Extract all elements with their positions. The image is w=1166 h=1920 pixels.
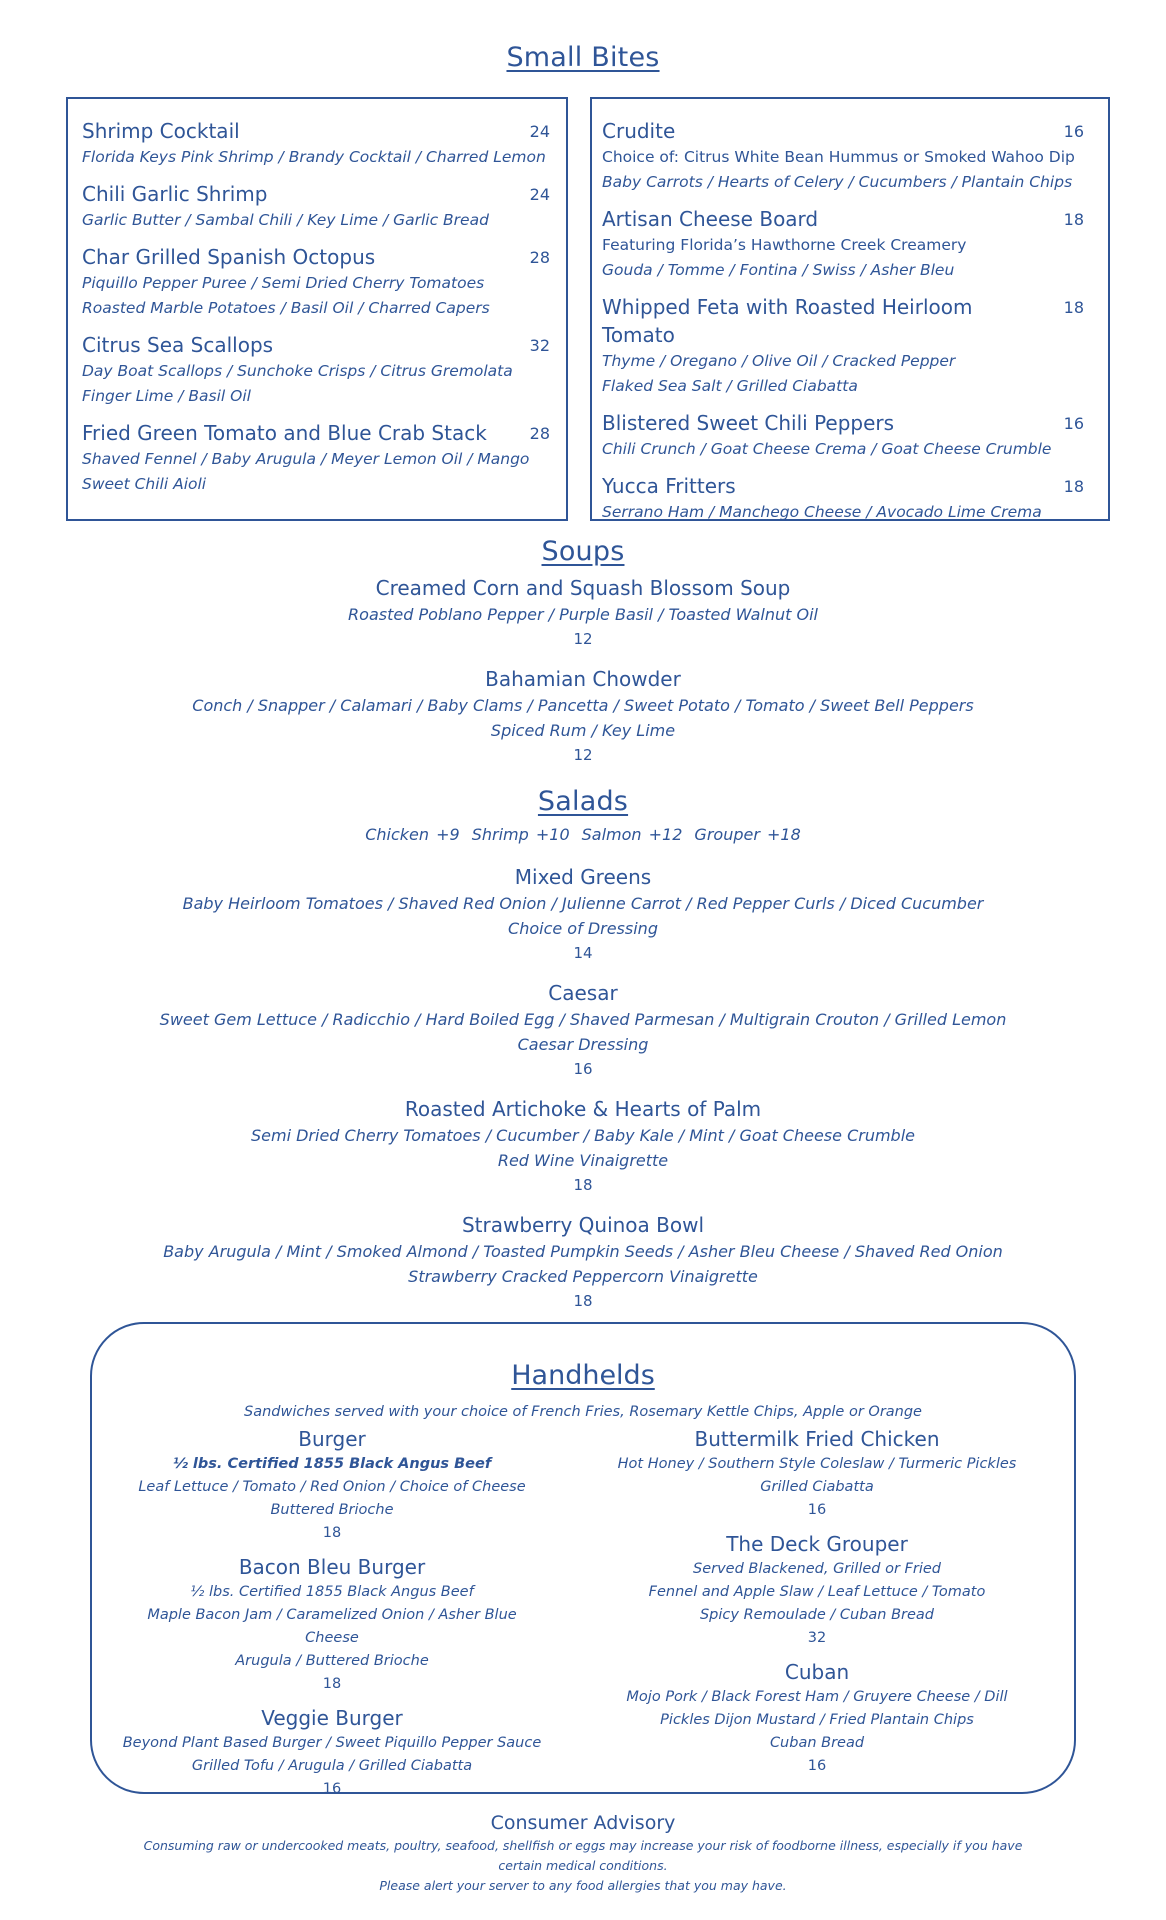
item-price: 18 (322, 1525, 342, 1541)
item-name: Citrus Sea Scallops (82, 333, 274, 357)
menu-item (82, 331, 550, 409)
item-description: Garlic Butter / Sambal Chili / Key Lime / Garlic Bread (82, 211, 489, 229)
menu-item (122, 1705, 542, 1801)
item-price: 18 (573, 1292, 593, 1310)
menu-item (0, 665, 1166, 767)
item-price: 32 (529, 336, 550, 355)
item-name: Bacon Bleu Burger (238, 1555, 426, 1579)
item-price: 28 (529, 248, 550, 267)
salads-list (0, 863, 1166, 1327)
menu-item (592, 1659, 1042, 1778)
addon-price: Shrimp +10 (471, 825, 570, 844)
item-price: 16 (322, 1781, 342, 1797)
item-price: 16 (807, 1502, 827, 1518)
menu-item (122, 1426, 542, 1545)
item-highlight: ½ lbs. Certified 1855 Black Angus Beef (172, 1456, 492, 1472)
item-price: 16 (573, 1060, 593, 1078)
advisory-line-2: Please alert your server to any food allergies that you may have. (379, 1878, 787, 1893)
menu-item (0, 863, 1166, 965)
item-description: Beyond Plant Based Burger / Sweet Piquillo Pepper Sauce (122, 1735, 542, 1751)
item-description: Pickles Dijon Mustard / Fried Plantain Chips (660, 1712, 974, 1728)
item-price: 18 (1063, 210, 1084, 229)
menu-item (82, 419, 550, 497)
item-description: Hot Honey / Southern Style Coleslaw / Turmeric Pickles (617, 1456, 1017, 1472)
item-description: Served Blackened, Grilled or Fried (692, 1561, 941, 1577)
item-name: Roasted Artichoke & Hearts of Palm (404, 1097, 762, 1121)
item-description: Arugula / Buttered Brioche (235, 1653, 429, 1669)
item-note: Choice of: Citrus White Bean Hummus or Smoked Wahoo Dip (602, 148, 1075, 166)
item-price: 16 (1063, 414, 1084, 433)
addon-price: Salmon +12 (581, 825, 683, 844)
menu-item (602, 117, 1084, 195)
small-bites-right-box (590, 97, 1110, 521)
menu-item (82, 180, 550, 233)
item-price: 24 (529, 185, 550, 204)
item-price: 18 (322, 1676, 342, 1692)
item-description: Red Wine Vinaigrette (497, 1151, 669, 1170)
item-description: Semi Dried Cherry Tomatoes / Cucumber / Baby Kale / Mint / Goat Cheese Crumble (250, 1126, 915, 1145)
item-description: Choice of Dressing (508, 919, 658, 938)
item-description: Gouda / Tomme / Fontina / Swiss / Asher Bleu (602, 261, 955, 279)
item-description: Serrano Ham / Manchego Cheese / Avocado Lime Crema (602, 503, 1042, 521)
item-description: Conch / Snapper / Calamari / Baby Clams / Pancetta / Sweet Potato / Tomato / Sweet Bell Peppers (192, 696, 974, 715)
item-name: Char Grilled Spanish Octopus (82, 245, 376, 269)
menu-item (82, 117, 550, 170)
menu-item (0, 1095, 1166, 1197)
item-name: Veggie Burger (261, 1706, 403, 1730)
item-description: Grilled Ciabatta (760, 1479, 874, 1495)
small-bites-left-box (66, 97, 568, 521)
item-description: Mojo Pork / Black Forest Ham / Gruyere Cheese / Dill (626, 1689, 1008, 1705)
handhelds-title: Handhelds (511, 1360, 655, 1391)
handhelds-left-column (122, 1426, 542, 1810)
menu-item (82, 243, 550, 321)
item-description: Grilled Tofu / Arugula / Grilled Ciabatta (191, 1758, 473, 1774)
item-description: Leaf Lettuce / Tomato / Red Onion / Choice of Cheese (138, 1479, 526, 1495)
item-name: Crudite (602, 119, 676, 143)
soups-list (0, 574, 1166, 781)
item-price: 12 (573, 630, 593, 648)
item-description: ½ lbs. Certified 1855 Black Angus Beef (190, 1584, 474, 1600)
item-description: Buttered Brioche (270, 1502, 394, 1518)
item-description: Sweet Gem Lettuce / Radicchio / Hard Boiled Egg / Shaved Parmesan / Multigrain Crouton / Grilled Lemon (159, 1010, 1007, 1029)
menu-item (602, 205, 1084, 283)
item-price: 18 (1063, 477, 1084, 496)
item-description: Finger Lime / Basil Oil (82, 387, 251, 405)
item-description: Cuban Bread (769, 1735, 865, 1751)
item-description: Shaved Fennel / Baby Arugula / Meyer Lemon Oil / Mango (82, 450, 530, 468)
item-name: Caesar (548, 981, 618, 1005)
item-description: Baby Arugula / Mint / Smoked Almond / Toasted Pumpkin Seeds / Asher Bleu Cheese / Shaved Red Onion (163, 1242, 1003, 1261)
salads-title: Salads (537, 786, 629, 817)
item-description: Caesar Dressing (517, 1035, 649, 1054)
item-name: Fried Green Tomato and Blue Crab Stack (82, 421, 487, 445)
advisory-title: Consumer Advisory (490, 1812, 676, 1834)
menu-item (592, 1531, 1042, 1650)
addon-price: Chicken +9 (365, 825, 460, 844)
item-description: Baby Heirloom Tomatoes / Shaved Red Onion / Julienne Carrot / Red Pepper Curls / Diced Cucumber (182, 894, 984, 913)
item-name: Burger (298, 1427, 366, 1451)
item-name: The Deck Grouper (726, 1532, 908, 1556)
small-bites-title: Small Bites (506, 42, 660, 73)
handhelds-subtitle: Sandwiches served with your choice of French Fries, Rosemary Kettle Chips, Apple or Orange (244, 1404, 922, 1420)
menu-item (0, 979, 1166, 1081)
item-price: 16 (807, 1758, 827, 1774)
addon-price: Grouper +18 (694, 825, 801, 844)
item-name: Bahamian Chowder (485, 667, 681, 691)
menu-item (122, 1554, 542, 1696)
item-price: 32 (807, 1630, 827, 1646)
consumer-advisory (0, 1810, 1166, 1896)
item-description: Spiced Rum / Key Lime (490, 721, 676, 740)
item-name: Creamed Corn and Squash Blossom Soup (375, 576, 791, 600)
item-name: Whipped Feta with Roasted Heirloom Tomato (602, 295, 973, 347)
salad-addons (0, 823, 1166, 847)
item-description: Florida Keys Pink Shrimp / Brandy Cocktail / Charred Lemon (82, 148, 546, 166)
item-name: Shrimp Cocktail (82, 119, 240, 143)
item-name: Cuban (784, 1660, 850, 1684)
item-description: Flaked Sea Salt / Grilled Ciabatta (602, 377, 858, 395)
item-name: Blistered Sweet Chili Peppers (602, 411, 895, 435)
item-description: Day Boat Scallops / Sunchoke Crisps / Citrus Gremolata (82, 362, 513, 380)
item-description: Maple Bacon Jam / Caramelized Onion / Asher Blue Cheese (147, 1607, 517, 1646)
item-name: Buttermilk Fried Chicken (694, 1427, 940, 1451)
item-name: Artisan Cheese Board (602, 207, 819, 231)
menu-item (602, 409, 1084, 462)
menu-item (0, 574, 1166, 651)
item-description: Fennel and Apple Slaw / Leaf Lettuce / Tomato (648, 1584, 986, 1600)
item-description: Chili Crunch / Goat Cheese Crema / Goat Cheese Crumble (602, 440, 1052, 458)
menu-item (0, 1211, 1166, 1313)
item-description: Baby Carrots / Hearts of Celery / Cucumbers / Plantain Chips (602, 173, 1073, 191)
menu-item (592, 1426, 1042, 1522)
item-price: 16 (1063, 122, 1084, 141)
item-description: Roasted Marble Potatoes / Basil Oil / Charred Capers (82, 299, 490, 317)
handhelds-right-column (592, 1426, 1042, 1787)
item-price: 24 (529, 122, 550, 141)
item-name: Chili Garlic Shrimp (82, 182, 268, 206)
item-price: 28 (529, 424, 550, 443)
item-name: Strawberry Quinoa Bowl (461, 1213, 705, 1237)
item-description: Strawberry Cracked Peppercorn Vinaigrette (408, 1267, 758, 1286)
menu-item (602, 293, 1084, 399)
advisory-line-1: Consuming raw or undercooked meats, poultry, seafood, shellfish or eggs may increase your risk of foodborne illness, especially if you have certain medical conditions. (143, 1838, 1023, 1873)
handhelds-box (90, 1322, 1076, 1797)
item-price: 18 (573, 1176, 593, 1194)
soups-title: Soups (541, 536, 625, 567)
item-price: 14 (573, 944, 593, 962)
item-description: Thyme / Oregano / Olive Oil / Cracked Pepper (602, 352, 956, 370)
item-description: Roasted Poblano Pepper / Purple Basil / Toasted Walnut Oil (348, 605, 818, 624)
item-price: 12 (573, 746, 593, 764)
item-name: Mixed Greens (514, 865, 652, 889)
menu-item (602, 472, 1084, 525)
item-price: 18 (1063, 298, 1084, 317)
item-description: Spicy Remoulade / Cuban Bread (699, 1607, 935, 1623)
item-description: Sweet Chili Aioli (82, 475, 207, 493)
item-description: Piquillo Pepper Puree / Semi Dried Cherry Tomatoes (82, 274, 485, 292)
item-name: Yucca Fritters (602, 474, 736, 498)
item-note: Featuring Florida’s Hawthorne Creek Creamery (602, 236, 967, 254)
